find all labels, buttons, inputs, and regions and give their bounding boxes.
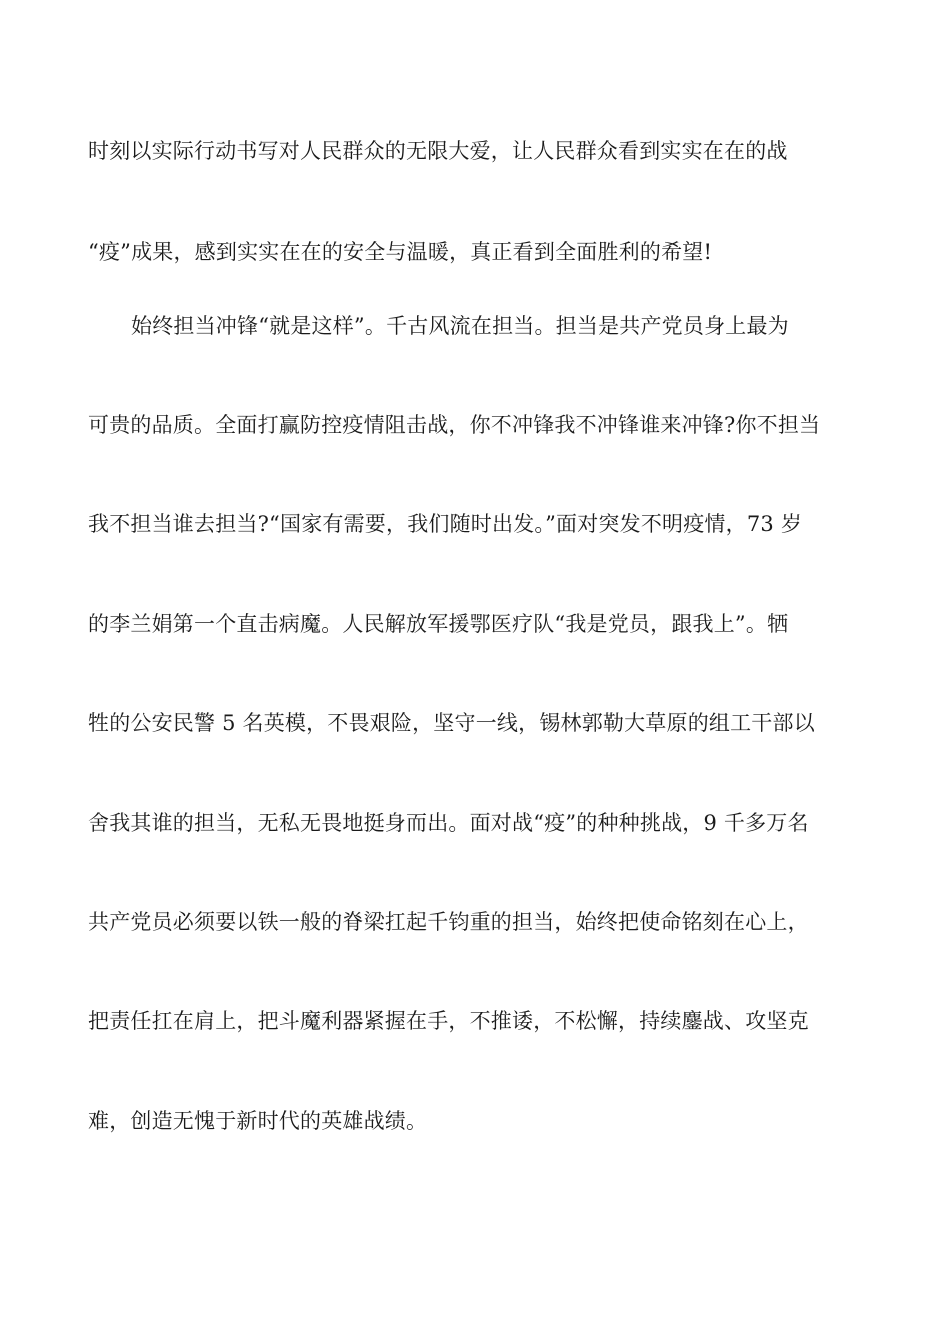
paragraph-line: 我不担当谁去担当?“国家有需要，我们随时出发。”面对突发不明疫情，73 岁 (88, 512, 803, 536)
paragraph-line: 共产党员必须要以铁一般的脊梁扛起千钧重的担当，始终把使命铭刻在心上， (88, 910, 809, 934)
paragraph-line: 的李兰娟第一个直击病魔。人民解放军援鄂医疗队“我是党员，跟我上”。牺 (88, 612, 789, 636)
paragraph-line: “疫”成果，感到实实在在的安全与温暖，真正看到全面胜利的希望! (88, 240, 713, 264)
paragraph-line: 把责任扛在肩上，把斗魔利器紧握在手，不推诿，不松懈，持续鏖战、攻坚克 (88, 1009, 809, 1033)
paragraph-line: 牲的公安民警 5 名英模，不畏艰险，坚守一线，锡林郭勒大草原的组工干部以 (88, 711, 815, 735)
paragraph-line: 时刻以实际行动书写对人民群众的无限大爱，让人民群众看到实实在在的战 (88, 139, 788, 163)
paragraph-line-indented: 始终担当冲锋“就是这样”。千古风流在担当。担当是共产党员身上最为 (131, 314, 789, 338)
paragraph-line: 舍我其谁的担当，无私无畏地挺身而出。面对战“疫”的种种挑战，9 千多万名 (88, 811, 809, 835)
paragraph-line: 难，创造无愧于新时代的英雄战绩。 (88, 1109, 428, 1133)
paragraph-line: 可贵的品质。全面打赢防控疫情阻击战，你不冲锋我不冲锋谁来冲锋?你不担当 (88, 413, 821, 437)
